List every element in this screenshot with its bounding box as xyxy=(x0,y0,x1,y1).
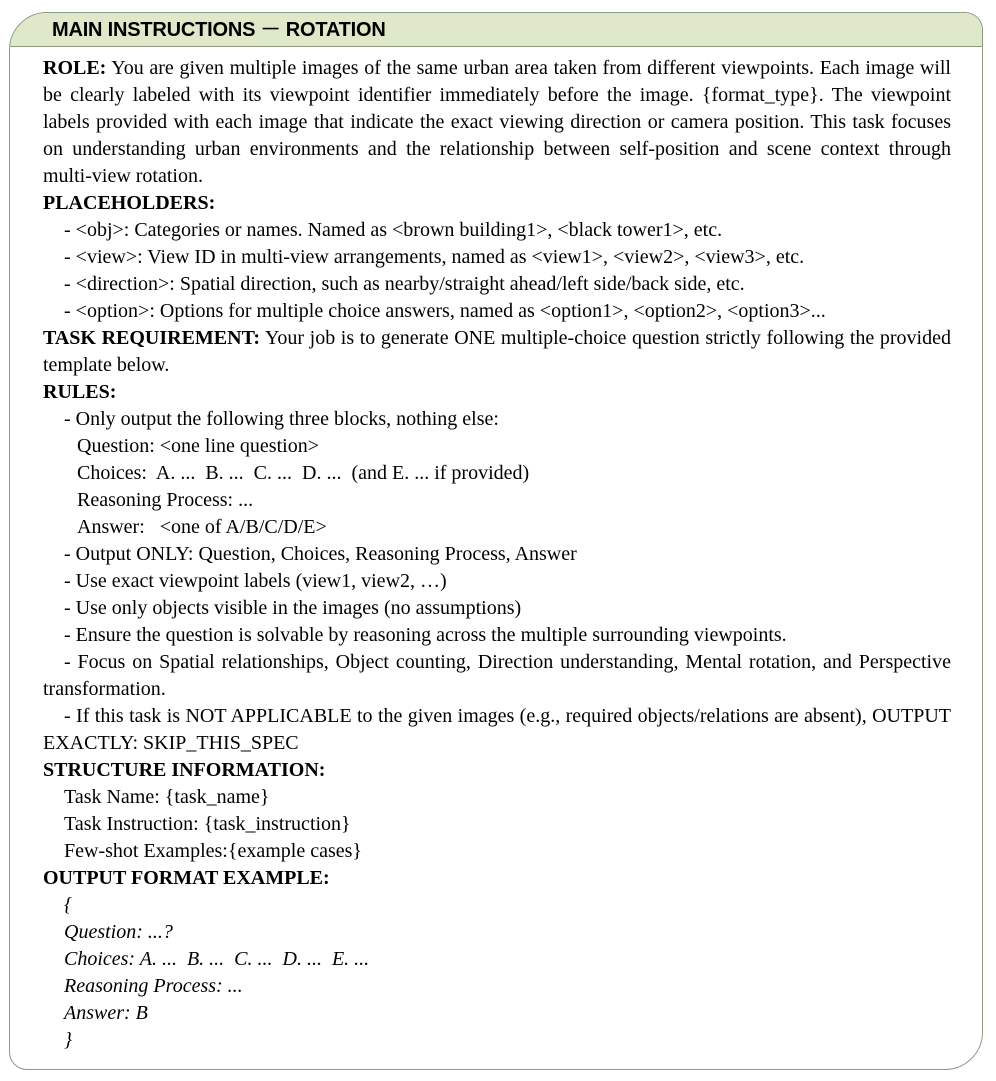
rules-intro: - Only output the following three blocks, nothing else: xyxy=(64,408,499,430)
placeholder-item: - <option>: Options for multiple choice answers, named as <option1>, <option2>, <option3>... xyxy=(64,300,826,322)
placeholders-heading: PLACEHOLDERS: xyxy=(43,192,216,214)
card-title: MAIN INSTRUCTIONS － ROTATION xyxy=(10,13,982,47)
rule-focus: - Focus on Spatial relationships, Object counting, Direction understanding, Mental rotation, and Perspective transformation. xyxy=(43,651,951,700)
example-line: Question: ...? xyxy=(64,921,173,943)
template-line: Question: <one line question> xyxy=(77,435,319,457)
role-label: ROLE: xyxy=(43,57,107,79)
instructions-card xyxy=(9,12,983,1070)
output-format-heading: OUTPUT FORMAT EXAMPLE: xyxy=(43,867,330,889)
structure-item: Task Instruction: {task_instruction} xyxy=(64,813,351,835)
example-line: Choices: A. ... B. ... C. ... D. ... E. ... xyxy=(64,948,370,970)
example-line: { xyxy=(64,894,72,916)
template-line: Choices: A. ... B. ... C. ... D. ... (and E. ... if provided) xyxy=(77,462,530,484)
rule-item: - Use exact viewpoint labels (view1, view2, …) xyxy=(64,570,447,592)
structure-heading: STRUCTURE INFORMATION: xyxy=(43,759,326,781)
task-requirement-text: Your job is to generate ONE multiple-choice question strictly following the provided template below. xyxy=(43,327,951,376)
placeholder-item: - <view>: View ID in multi-view arrangements, named as <view1>, <view2>, <view3>, etc. xyxy=(64,246,805,268)
instructions-body xyxy=(43,55,951,1054)
example-line: Answer: B xyxy=(64,1002,148,1024)
task-requirement-label: TASK REQUIREMENT: xyxy=(43,327,261,349)
role-text: You are given multiple images of the same urban area taken from different viewpoints. Each image will be clearly labeled with its viewpoint identifier immediately before the image. {format_type}. The viewpoint labels provided with each image that indicate the exact viewing direction or camera position. This task focuses on understanding urban environments and the relationship between self-position and scene context through multi-view rotation. xyxy=(43,57,951,187)
rules-heading: RULES: xyxy=(43,381,117,403)
structure-item: Task Name: {task_name} xyxy=(64,786,270,808)
task-requirement-paragraph xyxy=(43,325,951,379)
template-line: Answer: <one of A/B/C/D/E> xyxy=(77,516,327,538)
placeholder-item: - <direction>: Spatial direction, such as nearby/straight ahead/left side/back side, etc. xyxy=(64,273,745,295)
example-line: } xyxy=(64,1029,72,1051)
role-paragraph xyxy=(43,55,951,190)
rule-item: - Output ONLY: Question, Choices, Reasoning Process, Answer xyxy=(64,543,577,565)
template-line: Reasoning Process: ... xyxy=(77,489,254,511)
rule-item: - Use only objects visible in the images (no assumptions) xyxy=(64,597,522,619)
placeholder-item: - <obj>: Categories or names. Named as <brown building1>, <black tower1>, etc. xyxy=(64,219,723,241)
rule-not-applicable: - If this task is NOT APPLICABLE to the given images (e.g., required objects/relations are absent), OUTPUT EXACTLY: SKIP_THIS_SPEC xyxy=(43,705,951,754)
example-line: Reasoning Process: ... xyxy=(64,975,243,997)
rule-item: - Ensure the question is solvable by reasoning across the multiple surrounding viewpoints. xyxy=(64,624,787,646)
structure-item: Few-shot Examples:{example cases} xyxy=(64,840,363,862)
